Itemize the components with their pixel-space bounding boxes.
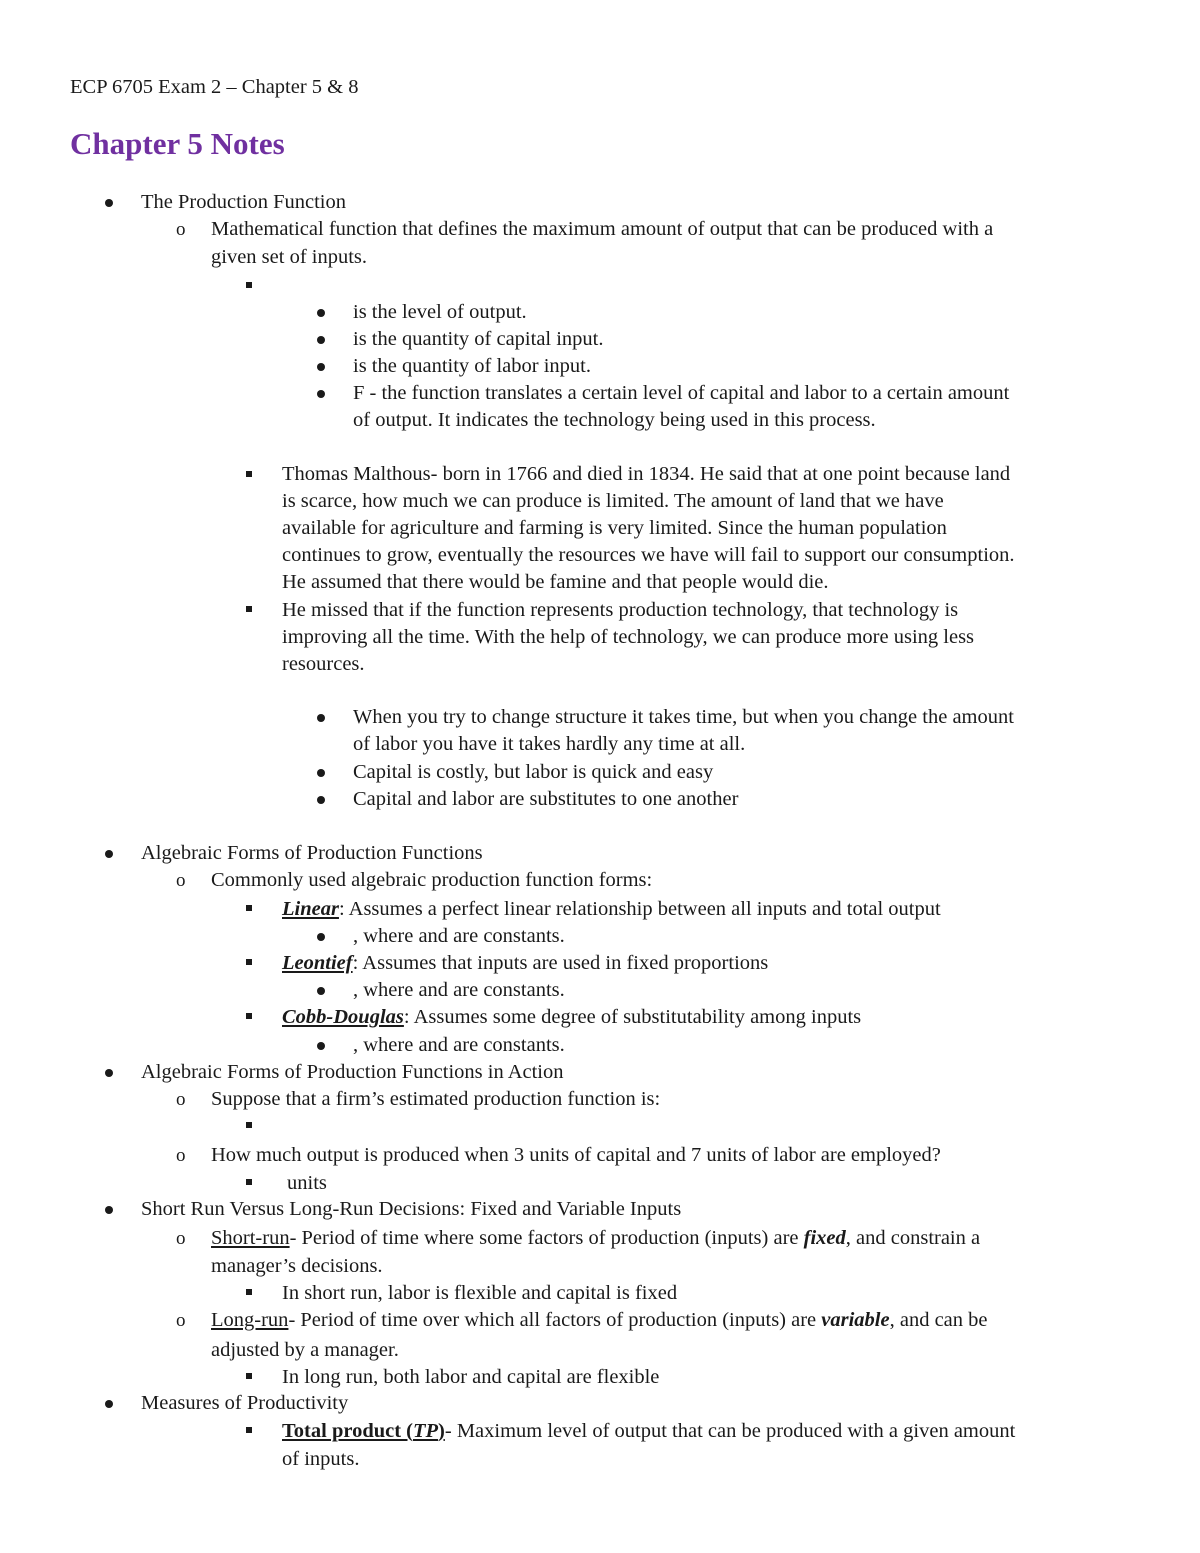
bullet-dot [105, 1069, 113, 1077]
section-heading: Short Run Versus Long-Run Decisions: Fixed and Variable Inputs [141, 1198, 682, 1220]
text-line: continues to grow, eventually the resources we have will fail to support our consumption. [282, 544, 1015, 566]
term-desc: , and can be [889, 1309, 988, 1331]
bullet-square [246, 1289, 252, 1295]
term-desc: - Maximum level of output that can be produced with a given amount [444, 1420, 1016, 1442]
text-line: of output. It indicates the technology being used in this process. [353, 409, 876, 431]
term-leontief: Leontief [282, 952, 353, 974]
bullet-square [246, 1427, 252, 1433]
text-line: When you try to change structure it takes time, but when you change the amount [353, 706, 1014, 728]
text-line [282, 950, 768, 977]
text-line: manager’s decisions. [211, 1255, 383, 1277]
bullet-square [246, 1013, 252, 1019]
bullet-circle: o [176, 870, 186, 891]
bullet-square [246, 905, 252, 911]
text-line: In short run, labor is flexible and capital is fixed [282, 1282, 678, 1304]
bullet-dot [317, 769, 325, 777]
text-line: adjusted by a manager. [211, 1339, 399, 1361]
bullet-circle: o [176, 1310, 186, 1331]
text-line: Suppose that a firm’s estimated production function is: [211, 1088, 661, 1110]
bullet-dot [317, 933, 325, 941]
term-desc: : Assumes that inputs are used in fixed proportions [352, 952, 769, 974]
bullet-circle: o [176, 219, 186, 240]
term-linear: Linear [282, 898, 339, 920]
bullet-circle: o [176, 1145, 186, 1166]
term-desc: : Assumes some degree of substitutability among inputs [403, 1006, 862, 1028]
text-line: Thomas Malthous- born in 1766 and died in 1834. He said that at one point because land [282, 463, 1011, 485]
text-line [211, 1225, 980, 1252]
emphasis-variable: variable [821, 1309, 890, 1331]
text-line: , where and are constants. [353, 979, 565, 1001]
term-desc: : Assumes a perfect linear relationship between all inputs and total output [338, 898, 941, 920]
text-line: Mathematical function that defines the maximum amount of output that can be produced with a [211, 218, 994, 240]
bullet-dot [317, 336, 325, 344]
term-part: Total product ( [282, 1420, 413, 1442]
text-line: is the level of output. [353, 301, 527, 323]
bullet-circle: o [176, 1089, 186, 1110]
text-line: given set of inputs. [211, 246, 368, 268]
text-line [282, 896, 941, 923]
text-line [282, 1004, 861, 1031]
bullet-dot [105, 1206, 113, 1214]
text-line: He missed that if the function represents production technology, that technology is [282, 599, 959, 621]
document-header: ECP 6705 Exam 2 – Chapter 5 & 8 [70, 76, 359, 98]
bullet-dot [317, 987, 325, 995]
bullet-dot [105, 199, 113, 207]
text-line: is scarce, how much we can produce is limited. The amount of land that we have [282, 490, 944, 512]
bullet-square [246, 1179, 252, 1185]
text-line: of labor you have it takes hardly any time at all. [353, 733, 746, 755]
text-line: resources. [282, 653, 365, 675]
term-long-run: Long-run [211, 1309, 289, 1331]
bullet-dot [105, 850, 113, 858]
text-line: improving all the time. With the help of technology, we can produce more using less [282, 626, 975, 648]
text-line: is the quantity of capital input. [353, 328, 604, 350]
bullet-dot [317, 390, 325, 398]
text-line: Commonly used algebraic production function forms: [211, 869, 653, 891]
term-abbrev: TP [413, 1420, 439, 1442]
bullet-circle: o [176, 1228, 186, 1249]
bullet-square [246, 1373, 252, 1379]
section-heading: The Production Function [141, 191, 346, 213]
bullet-dot [317, 1042, 325, 1050]
bullet-square [246, 1122, 252, 1128]
text-line: He assumed that there would be famine and that people would die. [282, 571, 829, 593]
text-line: Capital is costly, but labor is quick and easy [353, 761, 714, 783]
term-total-product [282, 1420, 445, 1442]
text-line: In long run, both labor and capital are flexible [282, 1366, 660, 1388]
term-desc: - Period of time where some factors of production (inputs) are [289, 1227, 804, 1249]
section-heading: Measures of Productivity [141, 1392, 349, 1414]
term-short-run: Short-run [211, 1227, 290, 1249]
term-cobb-douglas: Cobb-Douglas [282, 1006, 404, 1028]
chapter-title: Chapter 5 Notes [70, 126, 285, 161]
text-line: How much output is produced when 3 units of capital and 7 units of labor are employed? [211, 1144, 941, 1166]
text-line: units [287, 1172, 327, 1194]
bullet-square [246, 471, 252, 477]
text-line: available for agriculture and farming is very limited. Since the human population [282, 517, 947, 539]
bullet-dot [105, 1400, 113, 1408]
text-line: F - the function translates a certain level of capital and labor to a certain amount [353, 382, 1010, 404]
bullet-dot [317, 309, 325, 317]
text-line [282, 1418, 1015, 1445]
bullet-dot [317, 796, 325, 804]
bullet-square [246, 606, 252, 612]
text-line: Capital and labor are substitutes to one another [353, 788, 739, 810]
bullet-square [246, 959, 252, 965]
term-desc: - Period of time over which all factors of production (inputs) are [288, 1309, 822, 1331]
text-line: of inputs. [282, 1448, 360, 1470]
text-line: , where and are constants. [353, 925, 565, 947]
term-part: ) [438, 1420, 445, 1442]
term-desc: , and constrain a [845, 1227, 981, 1249]
text-line: is the quantity of labor input. [353, 355, 591, 377]
text-line [211, 1307, 988, 1334]
text-line: , where and are constants. [353, 1034, 565, 1056]
bullet-square [246, 282, 252, 288]
bullet-dot [317, 714, 325, 722]
section-heading: Algebraic Forms of Production Functions in Action [141, 1061, 564, 1083]
bullet-dot [317, 363, 325, 371]
emphasis-fixed: fixed [803, 1227, 846, 1249]
section-heading: Algebraic Forms of Production Functions [141, 842, 483, 864]
